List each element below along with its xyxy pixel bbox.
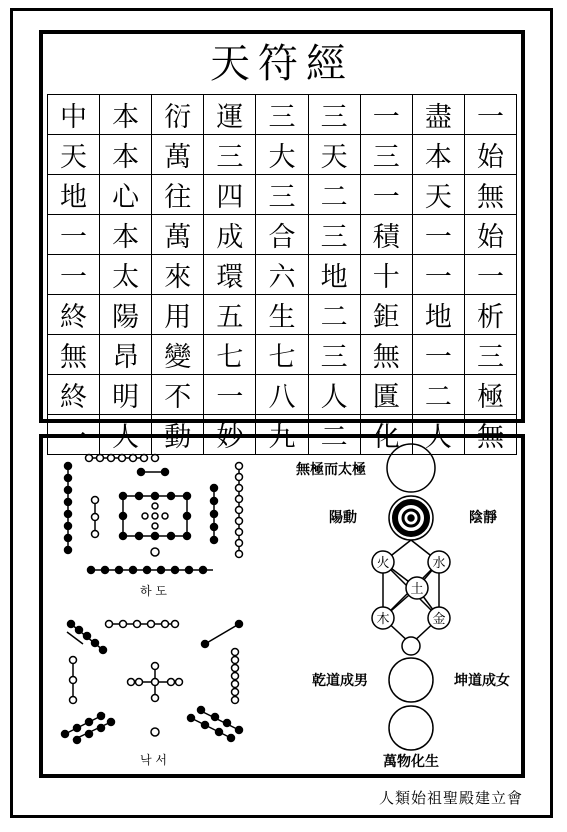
grid-cell: 一 bbox=[360, 95, 412, 135]
grid-cell: 三 bbox=[464, 335, 516, 375]
grid-cell: 十 bbox=[360, 255, 412, 295]
grid-row bbox=[48, 215, 517, 255]
wuji-circle bbox=[387, 444, 435, 492]
nakseo-diagram bbox=[62, 621, 243, 744]
grid-cell: 本 bbox=[412, 135, 464, 175]
diagrams-svg bbox=[43, 438, 521, 774]
fire-label: 火 bbox=[376, 556, 390, 571]
cheonbugyeong-panel bbox=[39, 30, 525, 453]
grid-cell: 本 bbox=[100, 95, 152, 135]
grid-cell: 萬 bbox=[152, 215, 204, 255]
grid-cell: 二 bbox=[308, 295, 360, 335]
grid-cell: 環 bbox=[204, 255, 256, 295]
grid-cell: 極 bbox=[464, 375, 516, 415]
grid-cell: 一 bbox=[360, 175, 412, 215]
grid-cell: 二 bbox=[308, 415, 360, 455]
yin-label: 陰靜 bbox=[469, 510, 497, 526]
grid-row bbox=[48, 375, 517, 415]
grid-cell: 來 bbox=[152, 255, 204, 295]
qiankun-circle bbox=[389, 658, 433, 702]
kun-label: 坤道成女 bbox=[454, 673, 510, 689]
grid-cell: 八 bbox=[256, 375, 308, 415]
grid-cell: 鉅 bbox=[360, 295, 412, 335]
grid-cell: 始 bbox=[464, 215, 516, 255]
grid-cell: 無 bbox=[48, 335, 100, 375]
grid-cell: 一 bbox=[464, 95, 516, 135]
grid-cell: 三 bbox=[308, 95, 360, 135]
grid-cell: 三 bbox=[256, 175, 308, 215]
grid-cell: 一 bbox=[204, 375, 256, 415]
scripture-grid bbox=[47, 94, 517, 455]
grid-cell: 萬 bbox=[152, 135, 204, 175]
grid-row bbox=[48, 135, 517, 175]
grid-cell: 一 bbox=[412, 335, 464, 375]
grid-cell: 地 bbox=[308, 255, 360, 295]
wood-label: 木 bbox=[376, 612, 390, 627]
metal-label: 金 bbox=[432, 612, 446, 627]
grid-cell: 一 bbox=[48, 215, 100, 255]
wuji-label: 無極而太極 bbox=[296, 462, 366, 478]
union-node bbox=[402, 637, 420, 655]
grid-cell: 陽 bbox=[100, 295, 152, 335]
earth-label: 土 bbox=[410, 582, 424, 597]
grid-cell: 一 bbox=[464, 255, 516, 295]
nakseo-caption: 낙 서 bbox=[140, 753, 167, 767]
wanwu-circle bbox=[389, 706, 433, 750]
grid-cell: 一 bbox=[48, 415, 100, 455]
grid-cell: 析 bbox=[464, 295, 516, 335]
grid-cell: 二 bbox=[412, 375, 464, 415]
grid-cell: 運 bbox=[204, 95, 256, 135]
grid-cell: 三 bbox=[308, 215, 360, 255]
grid-row bbox=[48, 95, 517, 135]
grid-cell: 人 bbox=[100, 415, 152, 455]
grid-cell: 無 bbox=[464, 175, 516, 215]
yang-label: 陽動 bbox=[329, 510, 357, 526]
grid-cell: 始 bbox=[464, 135, 516, 175]
grid-cell: 衍 bbox=[152, 95, 204, 135]
grid-cell: 七 bbox=[256, 335, 308, 375]
grid-cell: 中 bbox=[48, 95, 100, 135]
yinyang-circle bbox=[389, 496, 433, 540]
grid-cell: 三 bbox=[204, 135, 256, 175]
grid-cell: 積 bbox=[360, 215, 412, 255]
grid-cell: 妙 bbox=[204, 415, 256, 455]
grid-cell: 三 bbox=[360, 135, 412, 175]
water-label: 水 bbox=[432, 556, 446, 571]
grid-cell: 三 bbox=[308, 335, 360, 375]
taiji-diagram bbox=[372, 444, 450, 750]
grid-cell: 天 bbox=[412, 175, 464, 215]
grid-row bbox=[48, 175, 517, 215]
grid-cell: 地 bbox=[412, 295, 464, 335]
grid-cell: 明 bbox=[100, 375, 152, 415]
grid-cell: 人 bbox=[308, 375, 360, 415]
grid-cell: 七 bbox=[204, 335, 256, 375]
grid-row bbox=[48, 255, 517, 295]
grid-cell: 五 bbox=[204, 295, 256, 335]
grid-cell: 成 bbox=[204, 215, 256, 255]
grid-cell: 心 bbox=[100, 175, 152, 215]
page-title: 天符經 bbox=[210, 41, 354, 87]
grid-cell: 昂 bbox=[100, 335, 152, 375]
grid-cell: 無 bbox=[464, 415, 516, 455]
grid-cell: 三 bbox=[256, 95, 308, 135]
grid-row bbox=[48, 295, 517, 335]
grid-row bbox=[48, 335, 517, 375]
grid-cell: 變 bbox=[152, 335, 204, 375]
grid-cell: 一 bbox=[48, 255, 100, 295]
qian-label: 乾道成男 bbox=[312, 673, 368, 689]
grid-cell: 動 bbox=[152, 415, 204, 455]
grid-cell: 合 bbox=[256, 215, 308, 255]
grid-cell: 天 bbox=[308, 135, 360, 175]
footer-organization: 人類始祖聖殿建立會 bbox=[378, 789, 523, 807]
grid-cell: 往 bbox=[152, 175, 204, 215]
grid-cell: 太 bbox=[100, 255, 152, 295]
hado-caption: 하 도 bbox=[140, 584, 167, 598]
grid-cell: 匱 bbox=[360, 375, 412, 415]
grid-cell: 四 bbox=[204, 175, 256, 215]
grid-cell: 人 bbox=[412, 415, 464, 455]
grid-cell: 盡 bbox=[412, 95, 464, 135]
grid-cell: 終 bbox=[48, 295, 100, 335]
grid-cell: 本 bbox=[100, 135, 152, 175]
hado-diagram bbox=[65, 455, 243, 574]
diagram-panel bbox=[39, 434, 525, 778]
grid-cell: 大 bbox=[256, 135, 308, 175]
grid-cell: 天 bbox=[48, 135, 100, 175]
grid-cell: 本 bbox=[100, 215, 152, 255]
grid-cell: 一 bbox=[412, 255, 464, 295]
grid-cell: 化 bbox=[360, 415, 412, 455]
grid-cell: 終 bbox=[48, 375, 100, 415]
grid-cell: 地 bbox=[48, 175, 100, 215]
hado-top-dots bbox=[86, 455, 159, 462]
grid-cell: 九 bbox=[256, 415, 308, 455]
grid-cell: 用 bbox=[152, 295, 204, 335]
grid-cell: 不 bbox=[152, 375, 204, 415]
grid-cell: 無 bbox=[360, 335, 412, 375]
wanwu-label: 萬物化生 bbox=[383, 754, 439, 770]
grid-cell: 生 bbox=[256, 295, 308, 335]
grid-cell: 一 bbox=[412, 215, 464, 255]
grid-cell: 六 bbox=[256, 255, 308, 295]
grid-cell: 二 bbox=[308, 175, 360, 215]
